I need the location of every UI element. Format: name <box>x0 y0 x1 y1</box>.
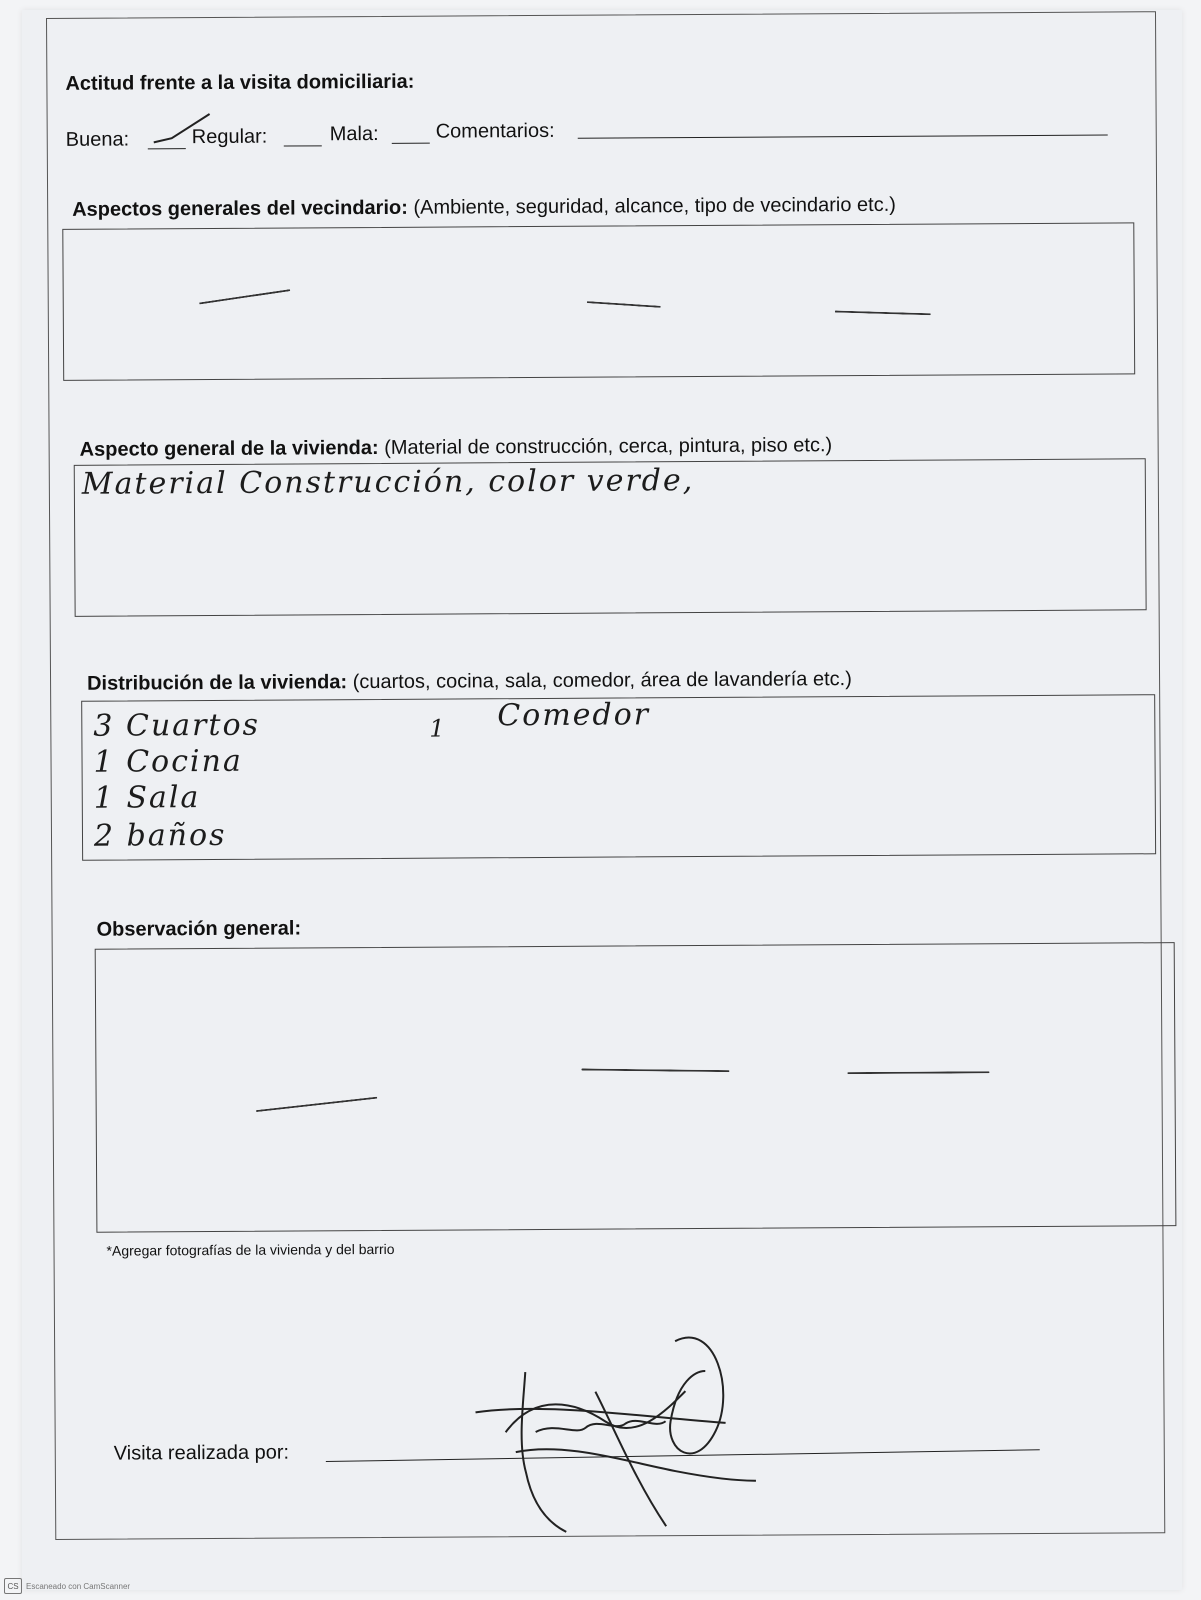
bad-label: Mala: <box>329 122 379 146</box>
good-label: Buena: <box>65 128 130 151</box>
form-frame <box>46 11 1165 1540</box>
scanner-footer <box>4 1578 130 1594</box>
distribution-hint: (cuartos, cocina, sala, comedor, área de lavandería etc.) <box>352 668 852 694</box>
distribution-line-3: 1 Sala <box>93 780 201 816</box>
distribution-line-2: 1 Cocina <box>93 743 243 780</box>
attitude-title: Actitud frente a la visita domiciliaria: <box>65 70 415 95</box>
observation-title: Observación general: <box>96 917 302 941</box>
camscanner-icon: CS <box>4 1578 22 1594</box>
dwelling-heading <box>80 434 833 462</box>
scanner-text: Escaneado con CamScanner <box>26 1581 131 1591</box>
distribution-heading <box>87 668 852 696</box>
comments-line[interactable] <box>578 135 1108 139</box>
neighborhood-title: Aspectos generales del vecindario: <box>72 196 408 221</box>
comments-label: Comentarios: <box>435 119 555 143</box>
distribution-line-1: 3 Cuartos <box>93 707 261 744</box>
observation-box[interactable] <box>95 942 1177 1233</box>
neighborhood-heading <box>72 194 896 222</box>
bad-blank[interactable] <box>392 143 430 144</box>
regular-blank[interactable] <box>284 145 322 146</box>
dwelling-handwriting: Material Construcción, color verde, <box>81 463 695 502</box>
dining-count: 1 <box>429 714 447 743</box>
dwelling-hint: (Material de construcción, cerca, pintura, piso etc.) <box>384 434 833 459</box>
distribution-title: Distribución de la vivienda: <box>87 671 348 695</box>
form-sheet <box>22 10 1182 1590</box>
neighborhood-hint: (Ambiente, seguridad, alcance, tipo de vecindario etc.) <box>413 193 896 219</box>
dining-label: Comedor <box>497 697 651 734</box>
visit-label: Visita realizada por: <box>113 1441 290 1465</box>
regular-label: Regular: <box>191 125 268 149</box>
distribution-line-4: 2 baños <box>93 817 227 854</box>
dwelling-title: Aspecto general de la vivienda: <box>79 436 379 461</box>
photos-note: *Agregar fotografías de la vivienda y del barrio <box>106 1240 395 1259</box>
signature-scribble <box>465 1331 766 1543</box>
